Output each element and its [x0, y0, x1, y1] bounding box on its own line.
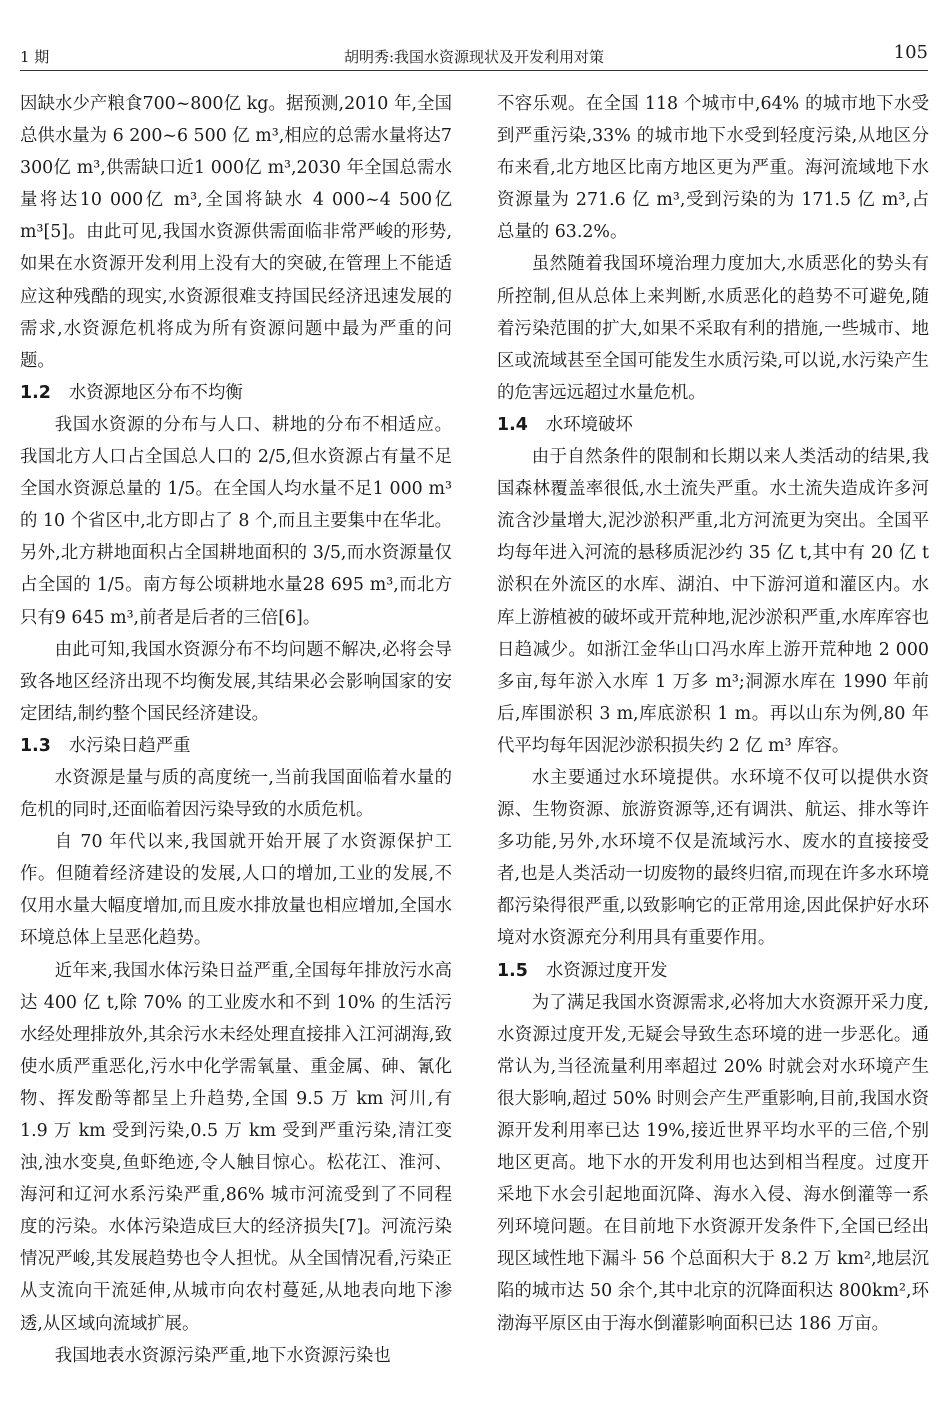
page-number: 105 — [893, 42, 928, 63]
section-number: 1.4 — [497, 414, 528, 435]
paragraph: 为了满足我国水资源需求,必将加大水资源开采力度,水资源过度开发,无疑会导致生态环境的进一步恶化。通常认为,当径流量利用率超过 20% 时就会对水环境产生很大影响,超过 50% 时则会产生严重影响,目前,我国水资源开发利用率已达 19%,接近世界平均水平的三倍,个别地区更高。地下水的开发利用也达到相当程度。过度开采地下水会引起地面沉降、海水入侵、海水倒灌等一系列环境问题。在目前地下水资源开发条件下,全国已经出现区域性地下漏斗 56 个总面积大于 8.2 万 km²,地层沉陷的城市达 50 余个,其中北京的沉降面积达 800km²,环渤海平原区由于海水倒灌影响面积已达 186 万亩。 — [497, 992, 929, 1334]
paragraph: 虽然随着我国环境治理力度加大,水质恶化的势头有所控制,但从总体上来判断,水质恶化的趋势不可避免,随着污染范围的扩大,如果不采取有利的措施,一些城市、地区或流域甚至全国可能发生水质污染,可以说,水污染产生的危害远远超过水量危机。 — [497, 254, 929, 403]
paragraph: 由于自然条件的限制和长期以来人类活动的结果,我国森林覆盖率很低,水土流失严重。水土流失造成许多河流含沙量增大,泥沙淤积严重,北方河流更为突出。全国平均每年进入河流的悬移质泥沙约 35 亿 t,其中有 20 亿 t 淤积在外流区的水库、湖泊、中下游河道和灌区内。水库上游植被的破坏或开荒种地,泥沙淤积严重,水库库容也日趋减少。如浙江金华山口冯水库上游开荒种地 2 000 多亩,每年淤入水库 1 万多 m³;洞源水库在 1990 年前后,库围淤积 3 m,库底淤积 1 m。再以山东为例,80 年代平均每年因泥沙淤积损失约 2 亿 m³ 库容。 — [497, 447, 929, 756]
section-number: 1.2 — [20, 382, 51, 403]
section-title: 水资源地区分布不均衡 — [68, 382, 243, 403]
paragraph: 水资源是量与质的高度统一,当前我国面临着水量的危机的同时,还面临着因污染导致的水质危机。 — [20, 767, 452, 821]
left-column — [20, 88, 452, 1372]
paragraph: 由此可知,我国水资源分布不均问题不解决,必将会导致各地区经济出现不均衡发展,其结果必会影响国家的安定团结,制约整个国民经济建设。 — [20, 639, 452, 724]
section-title: 水环境破坏 — [545, 414, 633, 435]
section-heading-1-4 — [497, 409, 929, 441]
section-title: 水污染日趋严重 — [68, 735, 191, 756]
running-header — [20, 34, 928, 71]
issue-number: 1 期 — [20, 48, 50, 66]
running-title: 胡明秀:我国水资源现状及开发利用对策 — [343, 48, 605, 66]
section-heading-1-3 — [20, 730, 452, 762]
paragraph: 水主要通过水环境提供。水环境不仅可以提供水资源、生物资源、旅游资源等,还有调洪、航运、排水等许多功能,另外,水环境不仅是流域污水、废水的直接接受者,也是人类活动一切废物的最终归宿,而现在许多水环境都污染得很严重,以致影响它的正常用途,因此保护好水环境对水资源充分利用具有重要作用。 — [497, 767, 929, 949]
paragraph: 自 70 年代以来,我国就开始开展了水资源保护工作。但随着经济建设的发展,人口的增加,工业的发展,不仅用水量大幅度增加,而且废水排放量也相应增加,全国水环境总体上呈恶化趋势。 — [20, 832, 452, 949]
paragraph: 因缺水少产粮食700~800亿 kg。据预测,2010 年,全国总供水量为 6 200~6 500 亿 m³,相应的总需水量将达7 300亿 m³,供需缺口近1 000亿 m³,2030 年全国总需水量将达10 000亿 m³,全国将缺水 4 000~4 500亿 m³[5]。由此可见,我国水资源供需面临非常严峻的形势,如果在水资源开发利用上没有大的突破,在管理上不能适应这种残酷的现实,水资源很难支持国民经济迅速发展的需求,水资源危机将成为所有资源问题中最为严重的问题。 — [20, 94, 452, 371]
section-number: 1.5 — [497, 960, 528, 981]
right-column — [497, 88, 929, 1340]
section-heading-1-2 — [20, 377, 452, 409]
section-title: 水资源过度开发 — [545, 960, 668, 981]
paragraph: 我国地表水资源污染严重,地下水资源污染也 — [54, 1345, 391, 1366]
paragraph: 不容乐观。在全国 118 个城市中,64% 的城市地下水受到严重污染,33% 的城市地下水受到轻度污染,从地区分布来看,北方地区比南方地区更为严重。海河流域地下水资源量为 271.6 亿 m³,受到污染的为 171.5 亿 m³,占总量的 63.2%。 — [497, 94, 929, 243]
paragraph: 我国水资源的分布与人口、耕地的分布不相适应。我国北方人口占全国总人口的 2/5,但水资源占有量不足全国水资源总量的 1/5。在全国人均水量不足1 000 m³的 10 个省区中,北方即占了 8 个,而且主要集中在华北。另外,北方耕地面积占全国耕地面积的 3/5,而水资源量仅占全国的 1/5。南方每公顷耕地水量28 695 m³,而北方只有9 645 m³,前者是后者的三倍[6]。 — [20, 414, 452, 628]
section-number: 1.3 — [20, 735, 51, 756]
paragraph: 近年来,我国水体污染日益严重,全国每年排放污水高达 400 亿 t,除 70% 的工业废水和不到 10% 的生活污水经处理排放外,其余污水未经处理直接排入江河湖海,致使水质严重恶化,污水中化学需氧量、重金属、砷、氰化物、挥发酚等都呈上升趋势,全国 9.5 万 km 河川,有 1.9 万 km 受到污染,0.5 万 km 受到严重污染,清江变浊,浊水变臭,鱼虾绝迹,令人触目惊心。松花江、淮河、海河和辽河水系污染严重,86% 城市河流受到了不同程度的污染。水体污染造成巨大的经济损失[7]。河流污染情况严峻,其发展趋势也令人担忧。从全国情况看,污染正从支流向干流延伸,从城市向农村蔓延,从地表向地下渗透,从区域向流域扩展。 — [20, 960, 452, 1334]
section-heading-1-5 — [497, 955, 929, 987]
